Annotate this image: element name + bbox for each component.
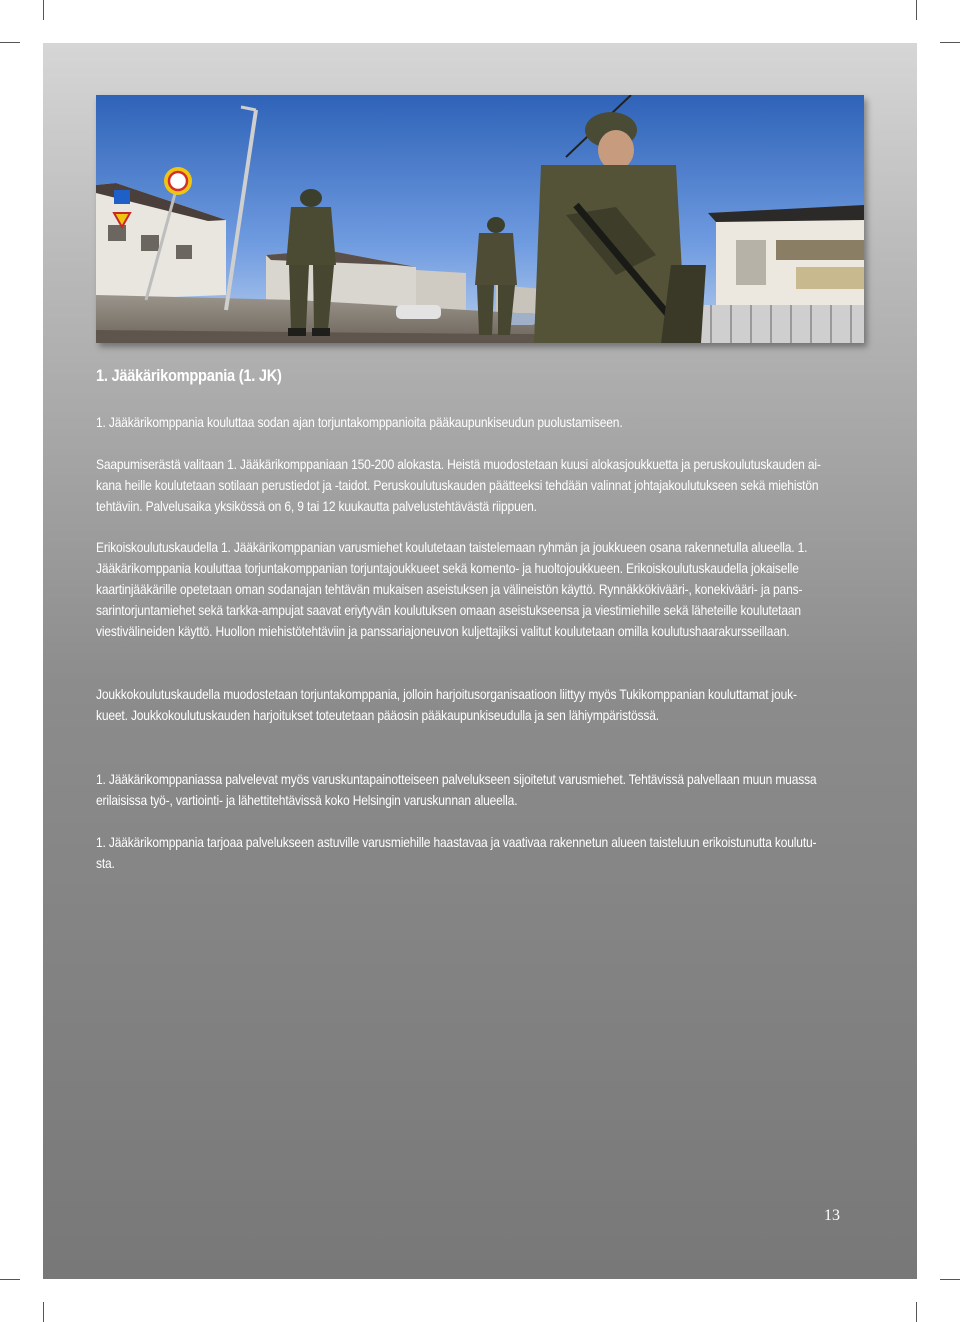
text-line: sta.: [96, 855, 115, 871]
text-line: Saapumiserästä valitaan 1. Jääkärikomppaniaan 150-200 alokasta. Heistä muodostetaan kuusi alokasjoukkuetta ja peruskoulutuskauden ai-: [96, 456, 821, 472]
text-line: kana heille koulutetaan sotilaan perustiedot ja -taidot. Peruskoulutuskauden päätteeksi tehdään valinnat johtajakoulutukseen sekä miehistön: [96, 477, 819, 493]
text-line: tehtäviin. Palvelusaika yksikössä on 6, 9 tai 12 kuukautta palvelustehtävästä riippuen.: [96, 498, 537, 514]
paragraph-5: [96, 769, 857, 811]
text-line: viestivälineiden käyttö. Huollon miehistötehtäviin ja panssariajoneuvon kuljettajiksi valitut koulutetaan omilla koulutushaarakursseillaan.: [96, 623, 790, 639]
text-line: Erikoiskoulutuskaudella 1. Jääkärikomppanian varusmiehet koulutetaan taistelemaan ryhmän ja joukkueen osana rakennetulla alueella. 1.: [96, 539, 808, 555]
text-line: 1. Jääkärikomppania kouluttaa sodan ajan torjuntakomppanioita pääkaupunkiseudun puolustamiseen.: [96, 414, 623, 430]
crop-mark: [940, 42, 960, 43]
paragraph-2: [96, 454, 857, 517]
text-line: Jääkärikomppania kouluttaa torjuntakomppanian torjuntajoukkueet sekä komento- ja huoltojoukkueen. Erikoiskoulutuskaudella jokaiselle: [96, 560, 799, 576]
crop-mark: [940, 1279, 960, 1280]
document-page: [43, 43, 917, 1279]
paragraph-4: [96, 684, 857, 726]
text-line: 1. Jääkärikomppaniassa palvelevat myös varuskuntapainotteiseen palvelukseen sijoitetut varusmiehet. Tehtävissä palvellaan muun muassa: [96, 771, 817, 787]
crop-mark: [0, 1279, 20, 1280]
crop-mark: [0, 42, 20, 43]
text-line: kaartinjääkärille opetetaan oman sodanajan tehtävän mukaisen aseistuksen ja välineistön käyttö. Rynnäkkökivääri-, konekivääri- ja pans-: [96, 581, 803, 597]
paragraph-3: [96, 537, 857, 642]
crop-mark: [916, 0, 917, 20]
text-line: Joukkokoulutuskaudella muodostetaan torjuntakomppania, jolloin harjoitusorganisaatioon liittyy myös Tukikomppanian kouluttamat jouk-: [96, 686, 797, 702]
section-heading: 1. Jääkärikomppania (1. JK): [96, 366, 282, 385]
text-line: erilaisissa työ-, vartiointi- ja lähettitehtävissä koko Helsingin varuskunnan alueella.: [96, 792, 518, 808]
paragraph-6: [96, 832, 857, 874]
page-number: 13: [824, 1207, 840, 1224]
text-line: 1. Jääkärikomppania tarjoaa palvelukseen astuville varusmiehille haastavaa ja vaativaa rakennetun alueen taisteluun erikoistunutta koulutu-: [96, 834, 817, 850]
text-line: sarintorjuntamiehet sekä tarkka-ampujat saavat eriytyvän koulutuksen omaan aseistukseensa ja viestimiehille sekä läheteille koulutetaan: [96, 602, 801, 618]
crop-mark: [43, 1302, 44, 1322]
text-line: kueet. Joukkokoulutuskauden harjoitukset toteutetaan pääosin pääkaupunkiseudulla ja sen lähiympäristössä.: [96, 707, 659, 723]
soldiers-photo: [96, 95, 864, 343]
crop-mark: [43, 0, 44, 20]
crop-mark: [916, 1302, 917, 1322]
paragraph-1: [96, 412, 857, 433]
